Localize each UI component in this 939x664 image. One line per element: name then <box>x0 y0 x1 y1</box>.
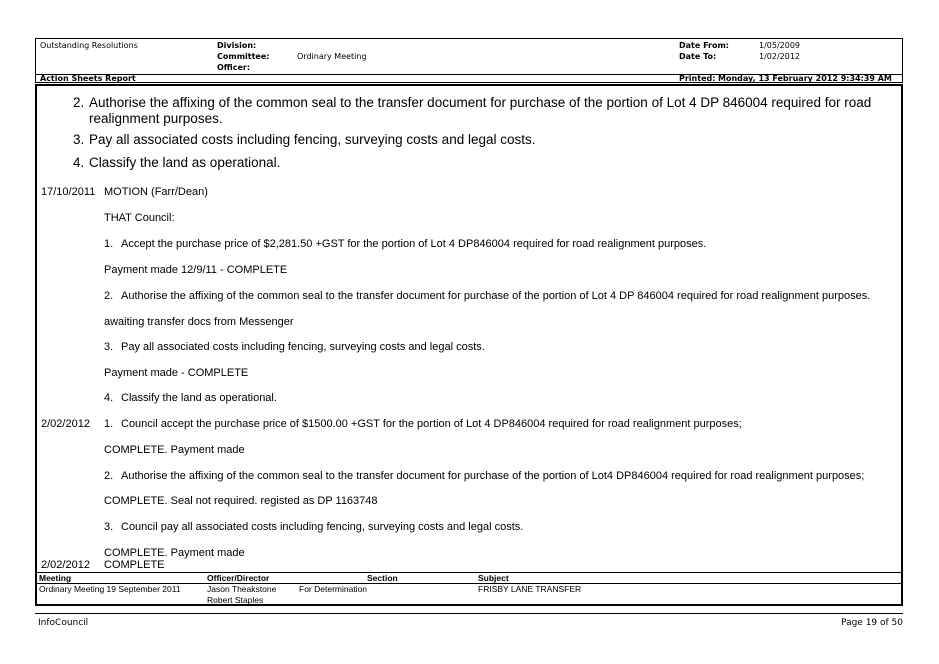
division-label: Division: <box>217 41 257 50</box>
action-note: awaiting transfer docs from Messenger <box>104 316 294 328</box>
officer-cell: Robert Staples <box>207 595 264 605</box>
resolution-item-number: 3. <box>73 132 85 147</box>
report-header <box>35 38 903 83</box>
report-type: Action Sheets Report <box>40 74 136 83</box>
section-cell: For Determination <box>299 584 368 594</box>
action-note: Payment made - COMPLETE <box>104 367 249 379</box>
meeting-info-table <box>37 572 901 604</box>
column-header-officer: Officer/Director <box>207 573 270 583</box>
resolution-item <box>73 95 898 127</box>
app-name: InfoCouncil <box>38 618 89 628</box>
action-date: 2/02/2012 <box>41 559 90 571</box>
resolution-item-number: 4. <box>73 155 85 170</box>
action-item-number: 3. <box>104 521 114 533</box>
committee-label: Committee: <box>217 52 270 61</box>
action-item <box>104 470 864 482</box>
resolution-item-number: 2. <box>73 95 85 110</box>
action-item <box>104 418 742 430</box>
action-item-text: Authorise the affixing of the common seal to the transfer document for purchase of the portion of Lot4 DP846004 required for road realignment purposes; <box>121 470 865 482</box>
action-item-number: 2. <box>104 290 114 302</box>
table-top-rule <box>37 572 901 573</box>
resolution-item-text: Pay all associated costs including fencing, surveying costs and legal costs. <box>89 132 536 147</box>
action-item-number: 3. <box>104 341 114 353</box>
page-number: Page 19 of 50 <box>841 618 903 628</box>
action-item-text: Authorise the affixing of the common seal to the transfer document for purchase of the portion of Lot 4 DP 846004 required for road realignment purposes. <box>121 290 871 302</box>
action-item-text: Classify the land as operational. <box>121 392 277 404</box>
committee-value: Ordinary Meeting <box>297 52 367 61</box>
footer-rule <box>35 613 903 614</box>
report-title: Outstanding Resolutions <box>40 41 138 50</box>
resolution-item-text: Classify the land as operational. <box>89 155 281 170</box>
action-item-number: 2. <box>104 470 114 482</box>
action-status: COMPLETE <box>104 559 165 571</box>
action-item <box>104 341 485 353</box>
printed-label: Printed: <box>679 74 716 83</box>
date-to-value: 1/02/2012 <box>759 52 801 61</box>
action-item <box>104 290 870 302</box>
resolution-item-text: Authorise the affixing of the common seal to the transfer document for purchase of the portion of Lot 4 DP 846004 required for road realignment purposes. <box>89 95 872 126</box>
action-item-number: 1. <box>104 418 114 430</box>
officer-label: Officer: <box>217 63 251 72</box>
printed-value: Monday, 13 February 2012 9:34:39 AM <box>718 74 892 83</box>
action-date: 2/02/2012 <box>41 418 90 430</box>
that-council: THAT Council: <box>104 212 175 224</box>
action-item <box>104 392 277 404</box>
date-from-label: Date From: <box>679 41 730 50</box>
action-note: COMPLETE. Payment made <box>104 444 245 456</box>
action-note: Payment made 12/9/11 - COMPLETE <box>104 264 288 276</box>
resolution-item <box>73 155 898 171</box>
date-to-label: Date To: <box>679 52 717 61</box>
resolution-item <box>73 132 898 148</box>
action-item-text: Council accept the purchase price of $1500.00 +GST for the portion of Lot 4 DP846004 required for road realignment purposes; <box>121 418 742 430</box>
column-header-subject: Subject <box>478 573 509 583</box>
subject-cell: FRISBY LANE TRANSFER <box>478 584 582 594</box>
action-item-text: Pay all associated costs including fencing, surveying costs and legal costs. <box>121 341 485 353</box>
action-note: COMPLETE. Seal not required. registed as DP 1163748 <box>104 495 378 507</box>
column-header-section: Section <box>367 573 398 583</box>
action-item-number: 4. <box>104 392 114 404</box>
officer-cell: Jason Theakstone <box>207 584 277 594</box>
date-from-value: 1/05/2009 <box>759 41 801 50</box>
action-date: 17/10/2011 <box>41 186 96 198</box>
action-item-text: Council pay all associated costs including fencing, surveying costs and legal costs. <box>121 521 524 533</box>
action-item-number: 1. <box>104 238 114 250</box>
action-sheet-body <box>35 84 903 606</box>
meeting-cell: Ordinary Meeting 19 September 2011 <box>39 584 181 594</box>
action-note: COMPLETE. Payment made <box>104 547 245 559</box>
column-header-meeting: Meeting <box>39 573 72 583</box>
motion-title: MOTION (Farr/Dean) <box>104 186 208 198</box>
action-item-text: Accept the purchase price of $2,281.50 +GST for the portion of Lot 4 DP846004 required for road realignment purposes. <box>121 238 707 250</box>
action-item <box>104 238 706 250</box>
action-item <box>104 521 523 533</box>
